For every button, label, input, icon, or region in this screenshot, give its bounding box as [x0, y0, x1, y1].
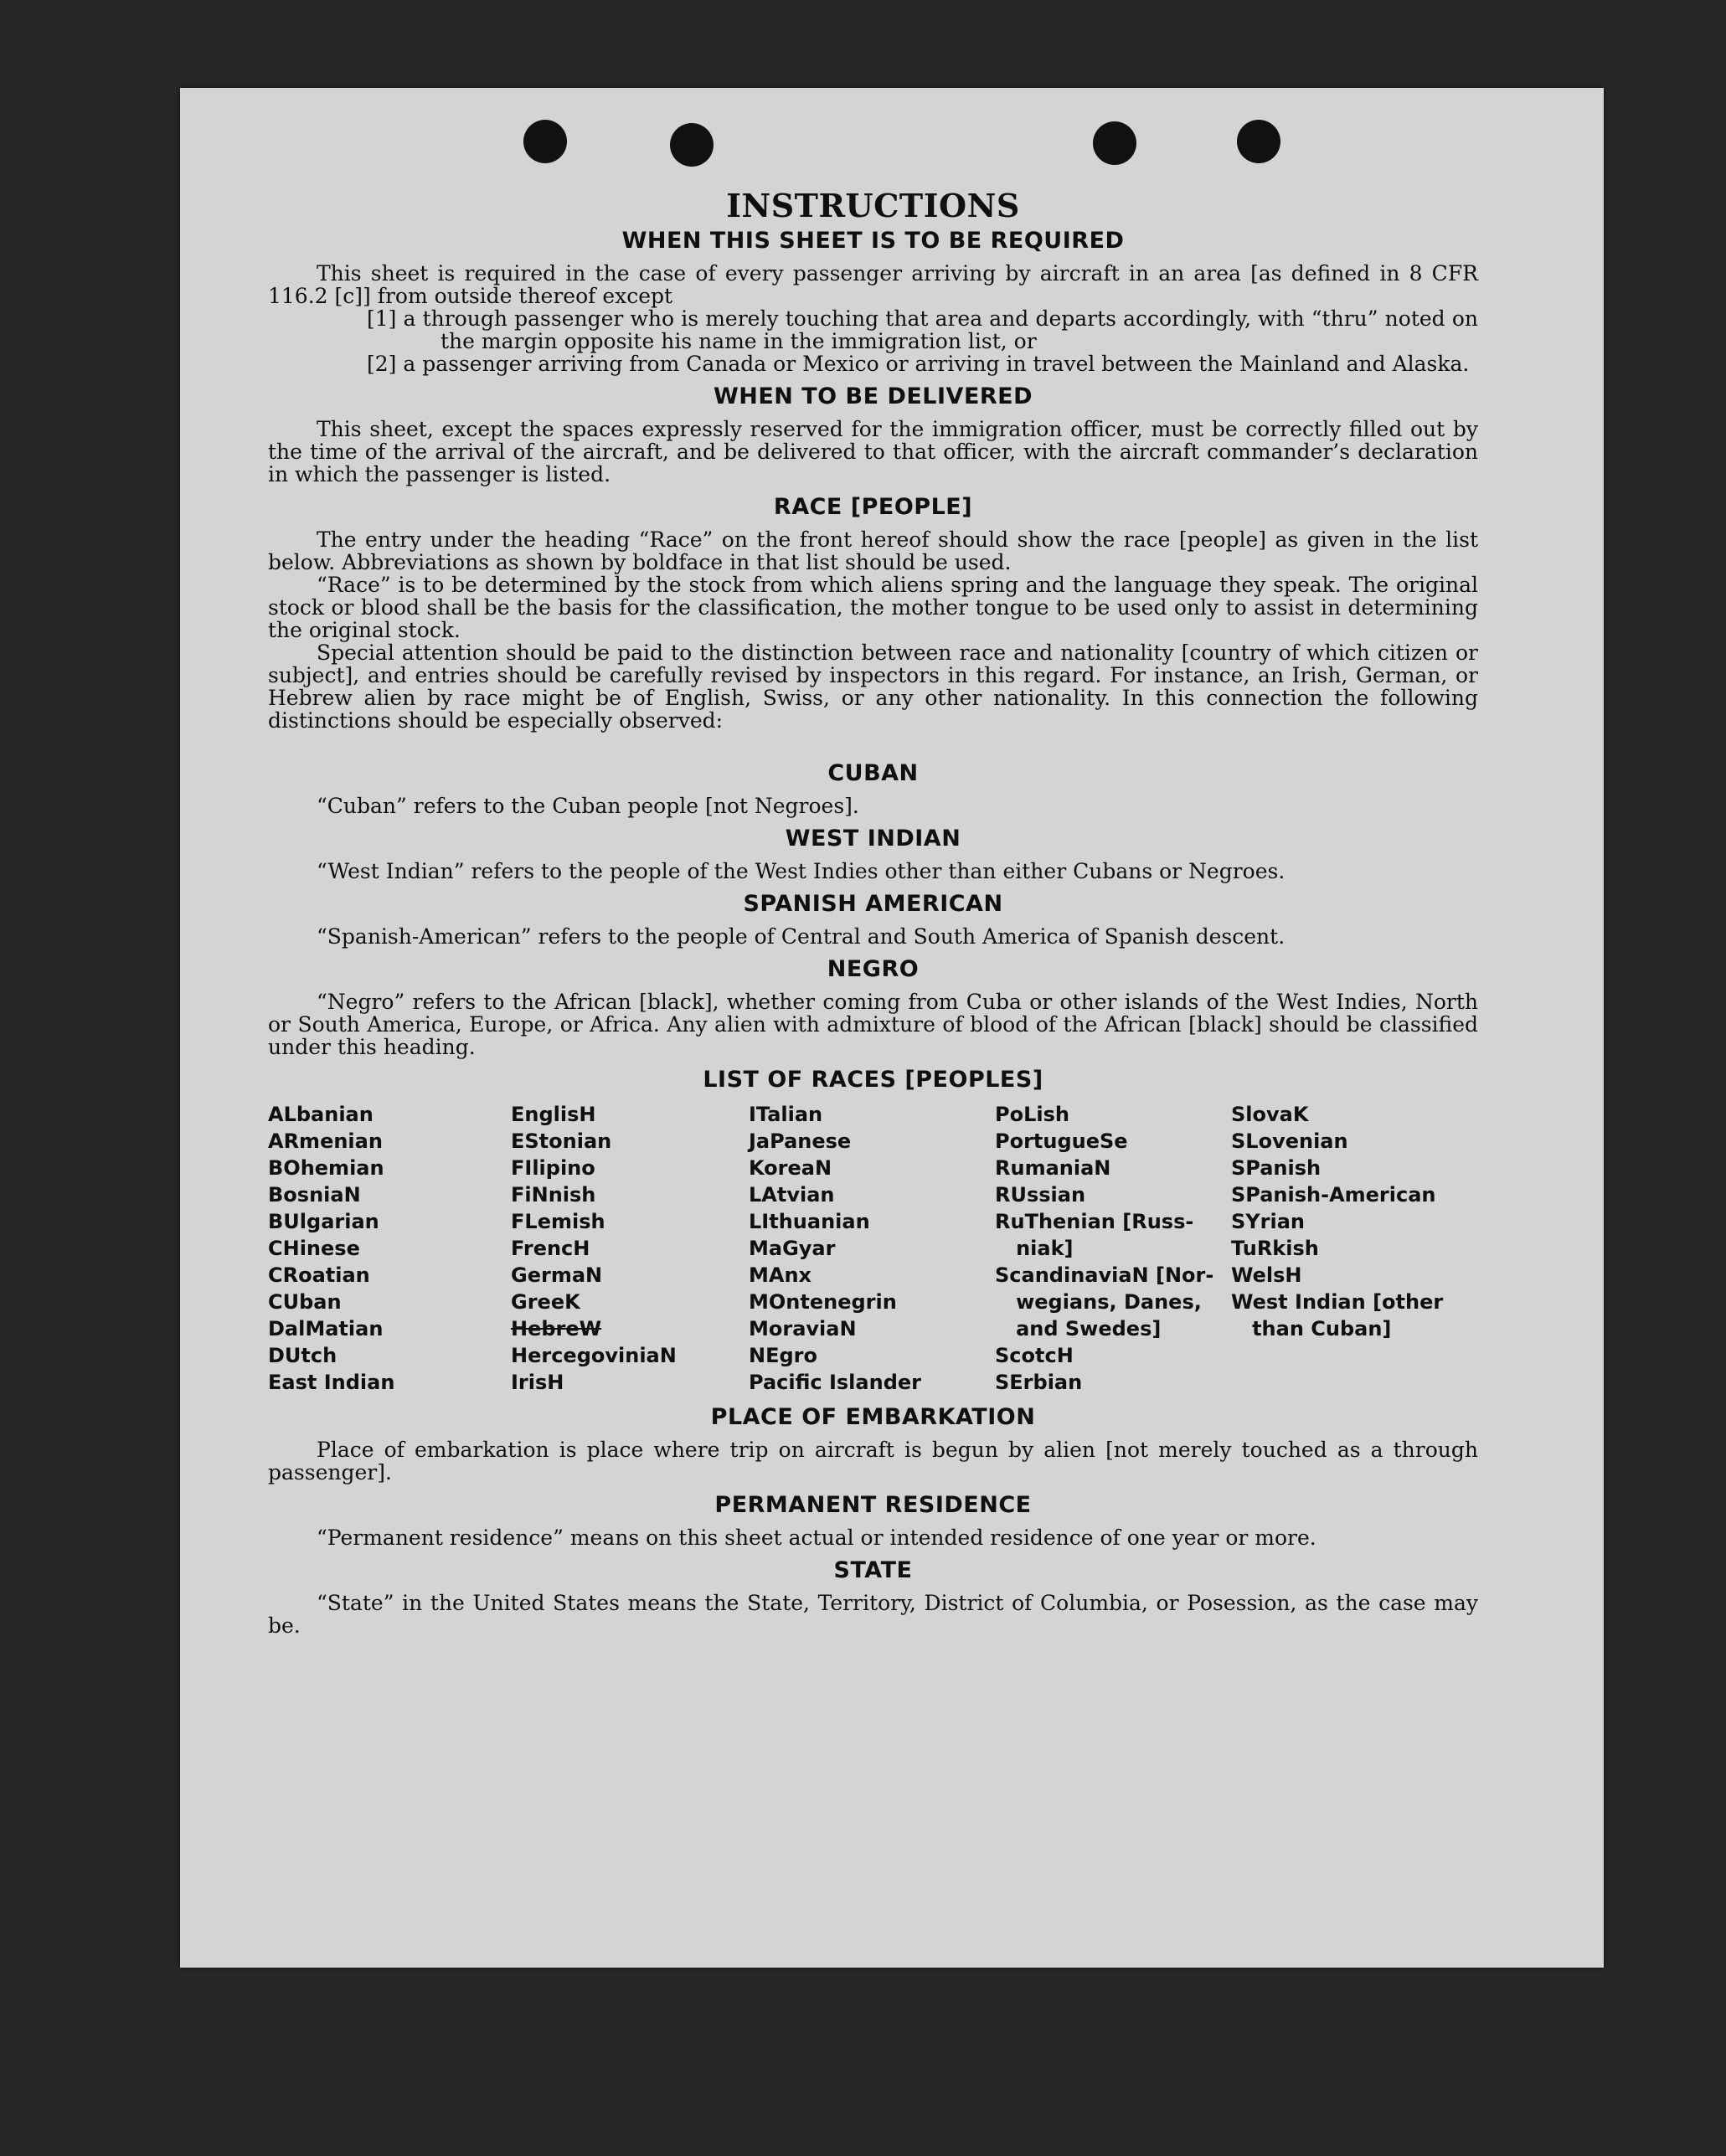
- race-entry: SErbian: [995, 1371, 1083, 1394]
- race-paragraph-3: Special attention should be paid to the distinction between race and nationality [country of which citizen or subject], and entries should be carefully revised by inspectors in this regard. For instance, an Irish, German, or Hebrew alien by race might be of English, Swiss, or any other nationality. In this connection the following distinctions should be especially observed:: [268, 641, 1478, 733]
- race-entry: RuThenian [Russ-: [995, 1210, 1194, 1233]
- races-column-1: [268, 1101, 511, 1396]
- instructions-content: [268, 188, 1478, 1637]
- race-entry: SPanish-American: [1231, 1183, 1436, 1207]
- race-entry: BUlgarian: [268, 1210, 379, 1233]
- races-column-3: [749, 1101, 995, 1396]
- race-entry: MoraviaN: [749, 1317, 857, 1340]
- punch-hole: [670, 123, 714, 167]
- heading-negro: NEGRO: [827, 956, 920, 982]
- required-item-2: [2] a passenger arriving from Canada or Mexico or arriving in travel between the Mainland and Alaska.: [367, 352, 1470, 376]
- race-entry: WelsH: [1231, 1263, 1302, 1287]
- race-entry: JaPanese: [749, 1129, 852, 1153]
- race-entry: Pacific Islander: [749, 1371, 921, 1394]
- race-entry: EStonian: [511, 1129, 612, 1153]
- race-entry: GermaN: [511, 1263, 603, 1287]
- race-entry: RumaniaN: [995, 1156, 1111, 1180]
- race-entry: BOhemian: [268, 1156, 384, 1180]
- race-entry: CUban: [268, 1290, 342, 1314]
- heading-place-of-embarkation: PLACE OF EMBARKATION: [710, 1404, 1036, 1430]
- race-entry: BosniaN: [268, 1183, 361, 1207]
- heading-list-of-races: LIST OF RACES [PEOPLES]: [703, 1067, 1043, 1093]
- race-paragraph-2: “Race” is to be determined by the stock from which aliens spring and the language they speak. The original stock or blood shall be the basis for the classification, the mother tongue to be used only to assist in determining the original stock.: [268, 573, 1478, 642]
- heading-spanish-american: SPANISH AMERICAN: [743, 891, 1003, 917]
- required-intro: This sheet is required in the case of every passenger arriving by aircraft in an area [as defined in 8 CFR 116.2 [c]] from outside thereof except: [268, 261, 1478, 308]
- race-entry: LIthuanian: [749, 1210, 870, 1233]
- heading-cuban: CUBAN: [827, 760, 919, 786]
- races-column-5: [1231, 1101, 1478, 1396]
- heading-when-delivered: WHEN TO BE DELIVERED: [713, 383, 1033, 409]
- race-entry: PoLish: [995, 1103, 1069, 1126]
- heading-race: RACE [PEOPLE]: [773, 494, 973, 520]
- race-entry: DalMatian: [268, 1317, 384, 1340]
- race-entry: ALbanian: [268, 1103, 374, 1126]
- race-entry: DUtch: [268, 1344, 337, 1367]
- heading-west-indian: WEST INDIAN: [785, 826, 961, 852]
- punch-hole: [523, 120, 567, 163]
- race-entry: MaGyar: [749, 1237, 836, 1260]
- race-entry-struck: HebreW: [511, 1317, 602, 1340]
- race-entry: ScandinaviaN [Nor-: [995, 1263, 1214, 1287]
- race-entry: wegians, Danes,: [995, 1290, 1202, 1314]
- spanish-american-text: “Spanish-American” refers to the people of Central and South America of Spanish descent.: [317, 924, 1285, 949]
- race-entry: SPanish: [1231, 1156, 1322, 1180]
- race-entry: LAtvian: [749, 1183, 835, 1207]
- races-column-4: [995, 1101, 1231, 1396]
- race-entry: CHinese: [268, 1237, 360, 1260]
- race-entry: TuRkish: [1231, 1237, 1319, 1260]
- race-entry: than Cuban]: [1231, 1317, 1392, 1340]
- race-entry: CRoatian: [268, 1263, 370, 1287]
- race-entry: niak]: [995, 1237, 1074, 1260]
- race-entry: West Indian [other: [1231, 1290, 1444, 1314]
- state-text: “State” in the United States means the State, Territory, District of Columbia, or Posession, as the case may be.: [268, 1591, 1478, 1638]
- race-entry: ARmenian: [268, 1129, 383, 1153]
- race-entry: EnglisH: [511, 1103, 596, 1126]
- race-entry: FIlipino: [511, 1156, 595, 1180]
- race-entry: SlovaK: [1231, 1103, 1309, 1126]
- race-entry: SYrian: [1231, 1210, 1306, 1233]
- race-entry: MAnx: [749, 1263, 812, 1287]
- cuban-text: “Cuban” refers to the Cuban people [not Negroes].: [317, 794, 859, 818]
- race-entry: MOntenegrin: [749, 1290, 897, 1314]
- race-entry: FiNnish: [511, 1183, 596, 1207]
- race-entry: PortugueSe: [995, 1129, 1128, 1153]
- negro-text: “Negro” refers to the African [black], whether coming from Cuba or other islands of the West Indies, North or South America, Europe, or Africa. Any alien with admixture of blood of the African [black] should be classified under this heading.: [268, 990, 1478, 1059]
- document-page: [180, 88, 1604, 1968]
- west-indian-text: “West Indian” refers to the people of the West Indies other than either Cubans or Negroes.: [317, 859, 1285, 883]
- race-entry: GreeK: [511, 1290, 580, 1314]
- page-title: INSTRUCTIONS: [726, 187, 1020, 224]
- punch-hole: [1093, 121, 1136, 165]
- race-entry: East Indian: [268, 1371, 395, 1394]
- required-item-1: [1] a through passenger who is merely touching that area and departs accordingly, with “thru” noted on the margin opposite his name in the immigration list, or: [367, 306, 1478, 353]
- race-entry: NEgro: [749, 1344, 817, 1367]
- race-entry: KoreaN: [749, 1156, 832, 1180]
- heading-state: STATE: [833, 1557, 913, 1583]
- race-entry: RUssian: [995, 1183, 1086, 1207]
- race-entry: SLovenian: [1231, 1129, 1348, 1153]
- delivered-text: This sheet, except the spaces expressly reserved for the immigration officer, must be correctly filled out by the time of the arrival of the aircraft, and be delivered to that officer, with the aircraft commander’s declaration in which the passenger is listed.: [268, 417, 1478, 486]
- residence-text: “Permanent residence” means on this sheet actual or intended residence of one year or more.: [317, 1526, 1316, 1550]
- race-entry: ScotcH: [995, 1344, 1074, 1367]
- embarkation-text: Place of embarkation is place where trip on aircraft is begun by alien [not merely touched as a through passenger].: [268, 1438, 1478, 1485]
- race-entry: HercegoviniaN: [511, 1344, 677, 1367]
- race-entry: ITalian: [749, 1103, 823, 1126]
- races-list: [268, 1101, 1478, 1396]
- heading-when-required: WHEN THIS SHEET IS TO BE REQUIRED: [621, 228, 1125, 254]
- race-paragraph-1: The entry under the heading “Race” on the front hereof should show the race [people] as given in the list below. Abbreviations as shown by boldface in that list should be used.: [268, 527, 1478, 574]
- race-entry: FLemish: [511, 1210, 605, 1233]
- heading-permanent-residence: PERMANENT RESIDENCE: [714, 1492, 1032, 1518]
- race-entry: IrisH: [511, 1371, 564, 1394]
- punch-hole: [1237, 120, 1280, 163]
- race-entry: FrencH: [511, 1237, 590, 1260]
- races-column-2: [511, 1101, 749, 1396]
- race-entry: and Swedes]: [995, 1317, 1162, 1340]
